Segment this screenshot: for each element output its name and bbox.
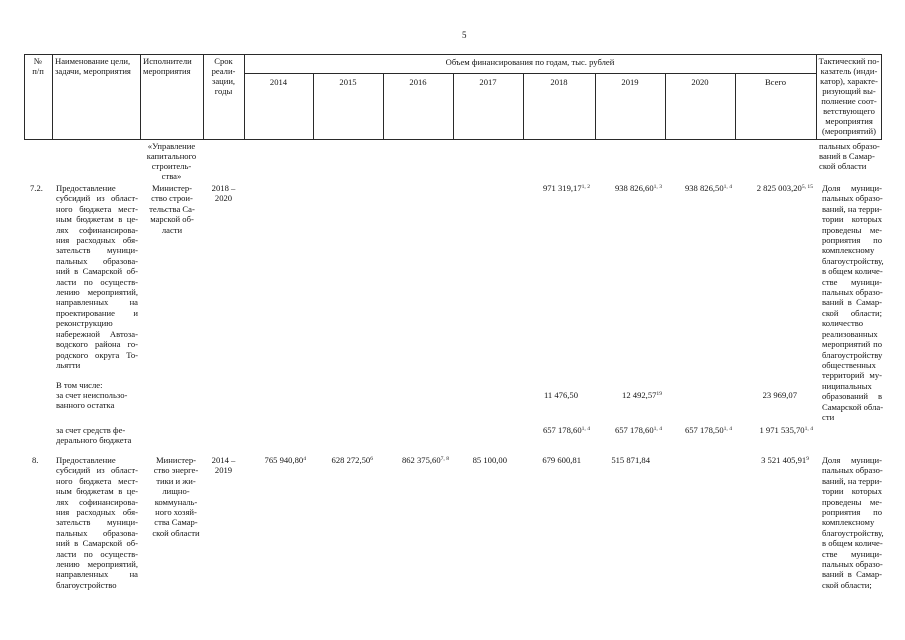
cell-line: проведены ме-	[822, 496, 882, 507]
cell-line: пальных образо-	[822, 193, 883, 204]
cell-line: пальных образо-	[822, 559, 883, 570]
cell-line: роприятия по	[822, 507, 882, 518]
header-total: Всего	[764, 77, 787, 87]
cell-line: субсидий из област-	[56, 193, 138, 204]
cell-line: родского округа То-	[56, 349, 138, 360]
cell-text: пальных образо-	[819, 141, 880, 151]
cell-line: ваний в Самар-	[822, 297, 882, 308]
cell-line: ния расходных обя-	[56, 235, 138, 246]
header-text: задачи, мероприятия	[55, 66, 131, 76]
sub-federal-name: за счет средств фе-	[56, 425, 126, 435]
cell-line: Предоставление	[56, 455, 116, 465]
cell-line: коммуналь-	[154, 496, 198, 507]
value-2016: 862 375,60$^{7, 8}$	[401, 455, 449, 465]
header-text: ветствующего	[823, 106, 875, 116]
cell-line: территорий му-	[822, 370, 882, 381]
col-border-2	[140, 54, 141, 140]
header-text: п/п	[32, 66, 44, 76]
value-2014: 765 940,80$^4$	[264, 455, 306, 465]
cell-line: ской области	[152, 527, 200, 538]
value-total: 2 825 003,20$^{5, 15}$	[756, 183, 813, 193]
cell-line: льятти	[56, 359, 81, 370]
row-term-start: 2014 –	[211, 455, 236, 465]
cell-line: благоустройство	[56, 579, 117, 590]
sub-unused-total: 23 969,07	[762, 390, 797, 400]
value-2017: 85 100,00	[472, 455, 507, 465]
header-funding-title: Объем финансирования по годам, тыс. рублей	[445, 57, 615, 67]
cell-line: ской области;	[822, 579, 872, 590]
cell-line: в общем количе-	[822, 538, 883, 549]
cell-line: комплексному	[822, 517, 875, 528]
cell-line: ласти по осуществ-	[56, 548, 138, 559]
cell-line: тории которых	[822, 214, 882, 225]
cell-line: ваний, на терри-	[822, 203, 883, 214]
page-number: 5	[462, 30, 467, 40]
row-term-end: 2020	[214, 193, 233, 203]
header-text: ризующий вы-	[822, 86, 876, 96]
sub-unused-2019: 12 492,57$^{19}$	[622, 390, 662, 400]
header-year-2017: 2017	[479, 77, 497, 87]
cell-line: Министер-	[152, 183, 192, 193]
row-name	[56, 455, 138, 590]
sub-federal-total: 1 971 535,70$^{1, 4}$	[759, 425, 813, 435]
col-border-1	[52, 54, 53, 140]
row-executor	[146, 455, 206, 538]
header-text: годы	[214, 86, 233, 96]
cell-line: пальных образо-	[822, 465, 883, 476]
cell-line: пальных образова-	[56, 255, 138, 266]
cell-line: зательств муници-	[56, 245, 138, 256]
value-total: 3 521 405,91$^9$	[761, 455, 809, 465]
row-term-end: 2019	[214, 465, 233, 475]
cell-text: ваний в Самар-	[819, 151, 875, 161]
cell-text: ства»	[161, 171, 182, 181]
cell-line: реализованных	[822, 328, 878, 339]
cell-line: благоустройству	[822, 349, 883, 360]
header-text: Исполнители	[143, 56, 192, 66]
cell-line: ваний, на терри-	[822, 475, 883, 486]
sub-unused-2018: 11 476,50	[543, 390, 578, 400]
cell-line: марской об-	[150, 214, 194, 225]
cell-line: пальных образова-	[56, 527, 138, 538]
header-year-2019: 2019	[621, 77, 639, 87]
row-indicator	[822, 183, 882, 422]
sub-federal-2018: 657 178,60$^{1, 4}$	[542, 425, 590, 435]
cell-line: ство строи-	[151, 193, 193, 204]
sub-federal-2020: 657 178,50$^{1, 4}$	[684, 425, 732, 435]
cell-line: лях софинансирова-	[56, 224, 138, 235]
cell-line: лищно-	[162, 486, 190, 497]
cell-line: ний в Самарской об-	[56, 266, 138, 277]
value-2019: 938 826,60$^{1, 3}$	[614, 183, 662, 193]
cell-line: набережной Автоза-	[56, 328, 138, 339]
cell-line: лях софинансирова-	[56, 496, 138, 507]
cell-line: направленных на	[56, 569, 138, 580]
row-name	[56, 183, 138, 370]
sub-federal-name: дерального бюджета	[56, 435, 132, 445]
header-text: №	[33, 56, 43, 66]
cell-line: пальных образо-	[822, 287, 883, 298]
cell-line: тории которых	[822, 486, 882, 497]
cell-line: стве муници-	[822, 276, 882, 287]
cell-text: строитель-	[151, 161, 192, 171]
cell-text: капитального	[146, 151, 197, 161]
row-indicator	[822, 455, 882, 590]
header-text: зации,	[211, 76, 236, 86]
value-2018: 679 600,81	[542, 455, 581, 465]
cell-line: Доля муници-	[822, 455, 882, 465]
sub-unused-balance-name: ванного остатка	[56, 400, 115, 410]
cell-line: ным бюджетам в це-	[56, 214, 138, 225]
header-text: полнение соот-	[821, 96, 877, 106]
cell-line: роприятия по	[822, 235, 882, 246]
cell-line: Предоставление	[56, 183, 116, 193]
cell-line: ния расходных обя-	[56, 507, 138, 518]
cell-line: зательств муници-	[56, 517, 138, 528]
sub-federal-2019: 657 178,60$^{1, 4}$	[614, 425, 662, 435]
row-executor	[141, 183, 203, 235]
row-number: 7.2.	[30, 183, 43, 193]
header-year-2015: 2015	[339, 77, 357, 87]
cell-line: субсидий из област-	[56, 465, 138, 476]
cell-line: ласти по осуществ-	[56, 276, 138, 287]
value-2015: 628 272,50$^6$	[331, 455, 373, 465]
cell-line: лению мероприятий,	[56, 287, 138, 298]
cell-line: ваний в Самар-	[822, 569, 882, 580]
cell-line: Министер-	[156, 455, 196, 465]
including-label: В том числе:	[56, 380, 103, 390]
cell-line: Доля муници-	[822, 183, 882, 193]
table-top-border	[24, 54, 882, 55]
header-text: реали-	[211, 66, 236, 76]
cell-line: благоустройству,	[822, 255, 884, 266]
cell-line: водского района го-	[56, 339, 138, 350]
funding-header-divider	[244, 73, 816, 74]
cell-line: проектирование и	[56, 307, 138, 318]
cell-line: ний в Самарской об-	[56, 538, 138, 549]
sub-unused-balance-name: за счет неиспользо-	[56, 390, 128, 400]
cell-line: ства Самар-	[154, 517, 198, 528]
cell-line: проведены ме-	[822, 224, 882, 235]
header-year-2016: 2016	[409, 77, 427, 87]
cell-line: ным бюджетам в це-	[56, 486, 138, 497]
cell-line: тельства Са-	[149, 203, 195, 214]
cell-line: количество	[822, 318, 864, 329]
header-text: Наименование цели,	[55, 56, 131, 66]
header-text: мероприятия	[143, 66, 191, 76]
header-text: катор), характе-	[820, 76, 878, 86]
cell-line: сти	[822, 411, 835, 422]
header-year-2020: 2020	[691, 77, 709, 87]
header-text: Тактический по-	[818, 56, 880, 66]
cell-text: «Управление	[147, 141, 196, 151]
cell-text: ской области	[819, 161, 867, 171]
cell-line: направленных на	[56, 297, 138, 308]
cell-line: ниципальных	[822, 380, 872, 391]
cell-line: мероприятий по	[822, 339, 882, 350]
cell-line: образований в	[822, 391, 882, 402]
value-2019: 515 871,84	[611, 455, 650, 465]
cell-line: стве муници-	[822, 548, 882, 559]
cell-line: ство энерге-	[153, 465, 199, 476]
cell-line: ской области;	[822, 307, 882, 318]
cell-line: общественных	[822, 359, 876, 370]
header-year-2018: 2018	[550, 77, 568, 87]
cell-line: ного бюджета мест-	[56, 203, 138, 214]
header-text: Срок	[214, 56, 233, 66]
col-border-end	[881, 54, 882, 140]
header-year-2014: 2014	[269, 77, 288, 87]
value-2020: 938 826,50$^{1, 4}$	[684, 183, 732, 193]
cell-line: благоустройству,	[822, 527, 884, 538]
value-2018: 971 319,17$^{1, 2}$	[542, 183, 590, 193]
cell-line: ласти	[161, 224, 183, 235]
header-text: мероприятия	[825, 116, 873, 126]
row-term-start: 2018 –	[211, 183, 236, 193]
cell-line: ного бюджета мест-	[56, 475, 138, 486]
cell-line: лению мероприятий,	[56, 559, 138, 570]
cell-line: Самарской обла-	[822, 401, 884, 412]
cell-line: в общем количе-	[822, 266, 883, 277]
cell-line: тики и жи-	[156, 475, 196, 486]
row-number: 8.	[32, 455, 39, 465]
cell-line: комплексному	[822, 245, 875, 256]
cell-line: реконструкцию	[56, 318, 113, 329]
cell-line: ного хозяй-	[155, 507, 197, 518]
header-text: казатель (инди-	[820, 66, 878, 76]
header-text: (мероприятий)	[822, 126, 876, 136]
